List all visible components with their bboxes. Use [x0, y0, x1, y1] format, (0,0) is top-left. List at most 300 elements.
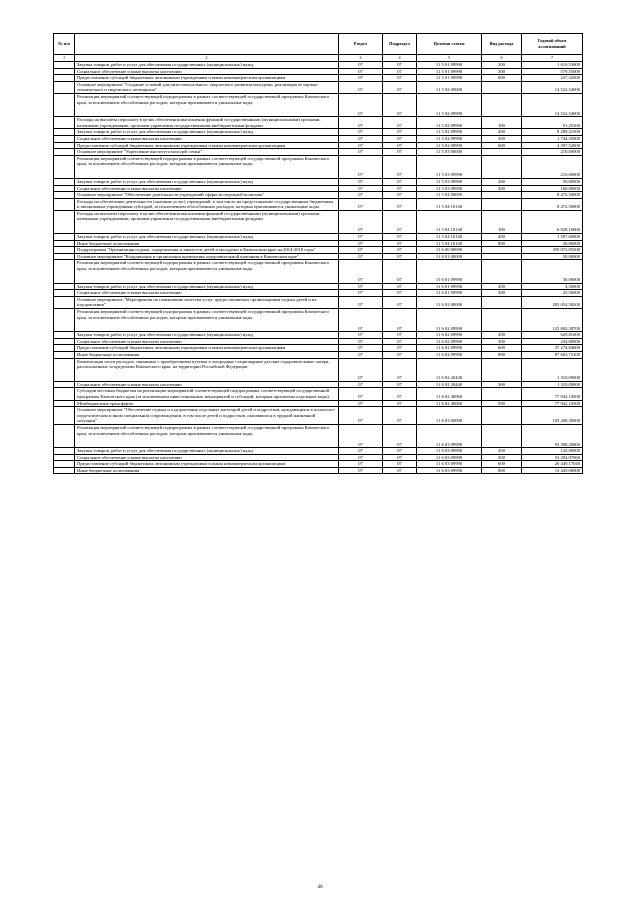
row-expense-type: 600 [482, 75, 522, 82]
row-number-cell [54, 448, 75, 455]
row-description: Реализация мероприятий соответствующей подпрограммы в рамках соответствующей государственной программы Камчатского края, за исключением обособленных расходов, которым присваиваются уникальные коды [75, 309, 339, 332]
row-razdel: 07 [339, 117, 383, 129]
header-description [75, 34, 339, 55]
row-target-article: 11 6 03 09990 [417, 448, 482, 455]
row-expense-type: 300 [482, 185, 522, 192]
row-number-cell [54, 467, 75, 474]
row-number-cell [54, 135, 75, 142]
row-target-article: 11 5 02 00000 [417, 81, 482, 93]
column-number-row [54, 55, 583, 62]
header-annual-amount: Годовой объем ассигнований [522, 34, 583, 55]
row-description: Реализация мероприятий соответствующей подпрограммы в рамках соответствующей государственной программы Камчатского края, за исключением обособленных расходов, которым присваиваются уникальные коды [75, 424, 339, 447]
row-razdel: 07 [339, 388, 383, 400]
row-podrazdel: 07 [383, 68, 417, 75]
row-expense-type: 500 [482, 400, 522, 407]
row-razdel: 07 [339, 234, 383, 241]
row-target-article: 11 5 03 09990 [417, 155, 482, 178]
row-expense-type: 300 [482, 68, 522, 75]
row-description: Закупка товаров, работ и услуг для обеспечения государственных (муниципальных) нужд [75, 129, 339, 136]
row-razdel: 07 [339, 155, 383, 178]
header-num: № п/п [54, 34, 75, 55]
row-podrazdel: 07 [383, 155, 417, 178]
row-target-article: 11 6 02 40060 [417, 400, 482, 407]
row-description: Закупка товаров, работ и услуг для обеспечения государственных (муниципальных) нужд [75, 234, 339, 241]
row-razdel: 07 [339, 296, 383, 308]
row-podrazdel: 07 [383, 358, 417, 381]
table-row [54, 296, 583, 308]
row-description: Иные бюджетные ассигнования [75, 351, 339, 358]
row-number-cell [54, 178, 75, 185]
row-podrazdel: 07 [383, 178, 417, 185]
row-podrazdel: 07 [383, 351, 417, 358]
column-number: 6 [482, 55, 522, 62]
row-razdel: 07 [339, 424, 383, 447]
row-expense-type: 300 [482, 338, 522, 345]
row-expense-type [482, 149, 522, 156]
row-expense-type [482, 192, 522, 199]
table-row [54, 149, 583, 156]
row-number-cell [54, 81, 75, 93]
row-podrazdel: 07 [383, 290, 417, 297]
row-podrazdel: 07 [383, 338, 417, 345]
table-row [54, 198, 583, 210]
row-number-cell [54, 309, 75, 332]
row-razdel: 07 [339, 81, 383, 93]
row-expense-type [482, 198, 522, 210]
row-number-cell [54, 240, 75, 247]
row-amount: 4,50000 [522, 283, 583, 290]
row-podrazdel: 07 [383, 185, 417, 192]
row-description: Социальное обеспечение и иные выплаты населению [75, 338, 339, 345]
row-target-article: 11 6 01 09990 [417, 283, 482, 290]
row-expense-type: 300 [482, 381, 522, 388]
row-number-cell [54, 351, 75, 358]
table-row [54, 234, 583, 241]
row-razdel: 07 [339, 129, 383, 136]
table-row [54, 309, 583, 332]
row-amount: 13 445,00000 [522, 467, 583, 474]
row-amount: 50,00000 [522, 178, 583, 185]
row-podrazdel: 07 [383, 345, 417, 352]
row-podrazdel: 07 [383, 62, 417, 69]
row-razdel: 07 [339, 192, 383, 199]
row-number-cell [54, 253, 75, 260]
row-razdel: 07 [339, 149, 383, 156]
row-amount: 205 054,58200 [522, 296, 583, 308]
row-target-article: 11 6 02 09990 [417, 338, 482, 345]
table-row [54, 424, 583, 447]
row-expense-type: 800 [482, 467, 522, 474]
row-number-cell [54, 358, 75, 381]
row-description: Социальное обеспечение и иные выплаты населению [75, 290, 339, 297]
row-podrazdel: 07 [383, 407, 417, 425]
row-target-article: 11 5 01 09990 [417, 75, 482, 82]
row-target-article: 11 5 03 09990 [417, 178, 482, 185]
row-expense-type [482, 309, 522, 332]
table-row [54, 178, 583, 185]
row-description: Иные бюджетные ассигнования [75, 467, 339, 474]
row-description: Компенсация части расходов, связанных с приобретением путевок в загородные стационарные детские оздоровительные лагеря, расположенные за пределами Камчатского края, на территории Российской Федерации [75, 358, 339, 381]
row-amount: 30,00000 [522, 260, 583, 283]
table-row [54, 345, 583, 352]
row-amount: 1 507,60000 [522, 234, 583, 241]
row-podrazdel: 07 [383, 309, 417, 332]
row-podrazdel: 07 [383, 81, 417, 93]
row-podrazdel: 07 [383, 332, 417, 339]
table-row [54, 388, 583, 400]
row-expense-type: 800 [482, 351, 522, 358]
table-row [54, 338, 583, 345]
table-row [54, 351, 583, 358]
row-razdel: 07 [339, 338, 383, 345]
row-amount: 93 308,20000 [522, 424, 583, 447]
row-expense-type: 100 [482, 117, 522, 129]
row-razdel: 07 [339, 467, 383, 474]
row-description: Иные бюджетные ассигнования [75, 240, 339, 247]
row-description: Расходы на выплаты персоналу в целях обеспечения выполнения функций государственными (муниципальными) органами, казенными учреждениями, органами управления государственными внебюджетными фондами [75, 210, 339, 233]
row-expense-type: 100 [482, 210, 522, 233]
row-description: Подпрограмма "Организация отдыха, оздоровления и занятости детей и молодежи в Камчатском крае на 2014-2018 годы" [75, 247, 339, 254]
row-podrazdel: 07 [383, 75, 417, 82]
row-amount: 160,00000 [522, 185, 583, 192]
row-number-cell [54, 93, 75, 116]
row-number-cell [54, 68, 75, 75]
column-number: 1 [54, 55, 75, 62]
row-amount: 210,00000 [522, 149, 583, 156]
row-amount: 77 942,10500 [522, 388, 583, 400]
row-expense-type: 200 [482, 129, 522, 136]
row-description: Основное мероприятие "Создание условий для интеллектуального, творческого развития молодежи, реализация ее научно-технического и творческого потенциала" [75, 81, 339, 93]
row-razdel: 07 [339, 198, 383, 210]
table-row [54, 461, 583, 468]
row-expense-type: 600 [482, 142, 522, 149]
row-description: Основное мероприятие "Обеспечение деятельности учреждений сферы молодежной политики" [75, 192, 339, 199]
row-description: Закупка товаров, работ и услуг для обеспечения государственных (муниципальных) нужд [75, 178, 339, 185]
row-number-cell [54, 283, 75, 290]
row-expense-type [482, 247, 522, 254]
row-number-cell [54, 142, 75, 149]
row-target-article: 11 6 03 09990 [417, 467, 482, 474]
row-number-cell [54, 388, 75, 400]
row-podrazdel: 07 [383, 296, 417, 308]
row-razdel: 07 [339, 358, 383, 381]
row-description: Социальное обеспечение и иные выплаты населению [75, 68, 339, 75]
row-target-article: 11 6 02 09990 [417, 332, 482, 339]
row-description: Социальное обеспечение и иные выплаты населению [75, 381, 339, 388]
row-target-article: 11 5 02 09990 [417, 117, 482, 129]
row-expense-type: 200 [482, 234, 522, 241]
row-podrazdel: 07 [383, 247, 417, 254]
row-target-article: 11 6 02 09990 [417, 309, 482, 332]
row-description: Межбюджетные трансферты [75, 400, 339, 407]
row-amount: 37 274,84600 [522, 345, 583, 352]
row-amount: 579,55000 [522, 68, 583, 75]
table-row [54, 253, 583, 260]
row-podrazdel: 07 [383, 234, 417, 241]
row-target-article: 11 5 04 00000 [417, 192, 482, 199]
row-amount: 87 663,73100 [522, 351, 583, 358]
row-target-article: 11 6 02 00000 [417, 296, 482, 308]
table-row [54, 247, 583, 254]
row-razdel: 07 [339, 178, 383, 185]
row-description: Социальное обеспечение и иные выплаты населению [75, 185, 339, 192]
row-amount: 125 802,38700 [522, 309, 583, 332]
row-description: Реализация мероприятий соответствующей подпрограммы в рамках соответствующей государственной программы Камчатского края, за исключением обособленных расходов, которым присваиваются уникальные коды [75, 93, 339, 116]
column-number: 4 [383, 55, 417, 62]
row-amount: 36,80000 [522, 240, 583, 247]
row-expense-type [482, 424, 522, 447]
row-target-article: 11 5 01 09990 [417, 62, 482, 69]
row-target-article: 11 5 04 10140 [417, 210, 482, 233]
table-row [54, 332, 583, 339]
row-expense-type [482, 253, 522, 260]
row-expense-type [482, 155, 522, 178]
row-description: Предоставление субсидий бюджетным, автономным учреждениям и иным некоммерческим организациям [75, 142, 339, 149]
row-razdel: 07 [339, 283, 383, 290]
row-podrazdel: 07 [383, 198, 417, 210]
row-description: Основное мероприятие "Координация и организация проведения оздоровительной кампании в Камчатском крае" [75, 253, 339, 260]
row-podrazdel: 07 [383, 424, 417, 447]
row-expense-type: 200 [482, 332, 522, 339]
row-description: Закупка товаров, работ и услуг для обеспечения государственных (муниципальных) нужд [75, 448, 339, 455]
row-razdel: 07 [339, 210, 383, 233]
row-expense-type [482, 296, 522, 308]
table-body [54, 62, 583, 474]
row-number-cell [54, 381, 75, 388]
row-amount: 25,50000 [522, 290, 583, 297]
row-target-article: 11 5 01 09990 [417, 68, 482, 75]
row-razdel: 07 [339, 290, 383, 297]
row-expense-type [482, 358, 522, 381]
row-expense-type [482, 407, 522, 425]
row-target-article: 11 6 02 20440 [417, 358, 482, 381]
table-row [54, 117, 583, 129]
row-razdel: 07 [339, 448, 383, 455]
table-row [54, 75, 583, 82]
row-number-cell [54, 338, 75, 345]
row-target-article: 11 5 04 10140 [417, 234, 482, 241]
row-amount: 1 310,09000 [522, 381, 583, 388]
row-target-article: 11 5 02 09990 [417, 129, 482, 136]
row-description: Субсидии местным бюджетам на реализацию мероприятий соответствующей подпрограммы соответствующей государственной программы Камчатского края (за исключением инвестиционных мероприятий и субсидий, которым присвоены отдельные коды) [75, 388, 339, 400]
row-expense-type: 200 [482, 448, 522, 455]
row-razdel: 07 [339, 381, 383, 388]
row-amount: 14 522,54000 [522, 93, 583, 116]
row-podrazdel: 07 [383, 93, 417, 116]
row-expense-type: 200 [482, 178, 522, 185]
row-description: Расходы на обеспечение деятельности (оказание услуг) учреждений, в том числе на предоставление государственным бюджетным и автономным учреждениям субсидий, за исключением обособленных расходов, которым присваиваются уникальные коды [75, 198, 339, 210]
row-number-cell [54, 149, 75, 156]
budget-table [53, 33, 583, 474]
row-amount: 210,00000 [522, 155, 583, 178]
row-target-article: 11 6 02 09990 [417, 345, 482, 352]
row-description: Закупка товаров, работ и услуг для обеспечения государственных (муниципальных) нужд [75, 332, 339, 339]
row-podrazdel: 07 [383, 240, 417, 247]
row-razdel: 07 [339, 253, 383, 260]
row-target-article: 11 6 02 40060 [417, 388, 482, 400]
row-amount: 77 942,10500 [522, 400, 583, 407]
table-row [54, 283, 583, 290]
row-expense-type [482, 260, 522, 283]
row-razdel: 07 [339, 142, 383, 149]
header-razdel: Раздел [339, 34, 383, 55]
row-number-cell [54, 192, 75, 199]
row-target-article: 11 5 03 00000 [417, 149, 482, 156]
row-razdel: 07 [339, 461, 383, 468]
row-number-cell [54, 155, 75, 178]
page-number: 46 [317, 884, 323, 890]
table-row [54, 135, 583, 142]
table-row [54, 260, 583, 283]
row-target-article: 11 6 03 00000 [417, 407, 482, 425]
row-number-cell [54, 185, 75, 192]
row-number-cell [54, 75, 75, 82]
row-description: Реализация мероприятий соответствующей подпрограммы в рамках соответствующей государственной программы Камчатского края, за исключением обособленных расходов, которым присваиваются уникальные коды [75, 260, 339, 283]
column-number: 3 [339, 55, 383, 62]
table-row [54, 81, 583, 93]
table-header-row [54, 34, 583, 55]
row-description: Основное мероприятие "Укрепление института молодой семьи" [75, 149, 339, 156]
row-razdel: 07 [339, 68, 383, 75]
row-number-cell [54, 345, 75, 352]
row-podrazdel: 07 [383, 192, 417, 199]
table-row [54, 62, 583, 69]
table-row [54, 142, 583, 149]
row-podrazdel: 07 [383, 129, 417, 136]
row-razdel: 07 [339, 345, 383, 352]
row-amount: 53 294,07960 [522, 454, 583, 461]
row-description: Социальное обеспечение и иные выплаты населению [75, 454, 339, 461]
row-podrazdel: 07 [383, 467, 417, 474]
row-number-cell [54, 461, 75, 468]
row-podrazdel: 07 [383, 388, 417, 400]
row-number-cell [54, 117, 75, 129]
row-razdel: 07 [339, 407, 383, 425]
row-number-cell [54, 296, 75, 308]
row-podrazdel: 07 [383, 448, 417, 455]
table-row [54, 448, 583, 455]
row-number-cell [54, 260, 75, 283]
header-target-article: Целевая статья [417, 34, 482, 55]
row-podrazdel: 07 [383, 454, 417, 461]
row-amount: 120,00000 [522, 448, 583, 455]
row-target-article: 11 6 02 09990 [417, 351, 482, 358]
row-number-cell [54, 424, 75, 447]
row-number-cell [54, 198, 75, 210]
row-amount: 359 072,05500 [522, 247, 583, 254]
row-expense-type: 300 [482, 454, 522, 461]
row-amount: 6 928,10000 [522, 210, 583, 233]
row-podrazdel: 07 [383, 253, 417, 260]
row-expense-type: 600 [482, 461, 522, 468]
row-description: Расходы на выплаты персоналу в целях обеспечения выполнения функций государственными (муниципальными) органами, казенными учреждениями, органами управления государственными внебюджетными фондами [75, 117, 339, 129]
row-number-cell [54, 247, 75, 254]
row-razdel: 07 [339, 260, 383, 283]
row-razdel: 07 [339, 93, 383, 116]
row-target-article: 11 6 01 09990 [417, 290, 482, 297]
row-razdel: 07 [339, 75, 383, 82]
row-razdel: 07 [339, 351, 383, 358]
row-amount: 30,00000 [522, 253, 583, 260]
row-number-cell [54, 129, 75, 136]
row-expense-type [482, 388, 522, 400]
column-number: 2 [75, 55, 339, 62]
table-row [54, 381, 583, 388]
row-description: Реализация мероприятий соответствующей подпрограммы в рамках соответствующей государственной программы Камчатского края, за исключением обособленных расходов, которым присваиваются уникальные коды [75, 155, 339, 178]
row-target-article: 11 5 02 09990 [417, 93, 482, 116]
header-podrazdel: Подраздел [383, 34, 417, 55]
row-amount: 1 616,53000 [522, 62, 583, 69]
row-description: Предоставление субсидий бюджетным, автономным учреждениям и иным некоммерческим организациям [75, 461, 339, 468]
table-row [54, 68, 583, 75]
row-razdel: 07 [339, 135, 383, 142]
table-row [54, 290, 583, 297]
row-target-article: 11 5 02 09990 [417, 135, 482, 142]
row-target-article: 11 6 03 09990 [417, 454, 482, 461]
row-amount: 1 310,09000 [522, 358, 583, 381]
row-expense-type [482, 93, 522, 116]
row-razdel: 07 [339, 454, 383, 461]
row-number-cell [54, 210, 75, 233]
row-amount: 234,00000 [522, 338, 583, 345]
row-amount: 103 268,30000 [522, 407, 583, 425]
table-row [54, 400, 583, 407]
table-row [54, 93, 583, 116]
row-razdel: 07 [339, 62, 383, 69]
row-razdel: 07 [339, 332, 383, 339]
row-description: Закупка товаров, работ и услуг для обеспечения государственных (муниципальных) нужд [75, 62, 339, 69]
row-podrazdel: 07 [383, 142, 417, 149]
row-target-article: 11 6 00 00000 [417, 247, 482, 254]
row-number-cell [54, 400, 75, 407]
row-expense-type [482, 81, 522, 93]
row-podrazdel: 07 [383, 461, 417, 468]
table-row [54, 155, 583, 178]
row-number-cell [54, 407, 75, 425]
row-amount: 8 289,41500 [522, 129, 583, 136]
row-expense-type: 300 [482, 135, 522, 142]
table-row [54, 454, 583, 461]
row-target-article: 11 5 04 10140 [417, 198, 482, 210]
row-amount: 629,81000 [522, 332, 583, 339]
row-target-article: 11 6 02 20440 [417, 381, 482, 388]
row-amount: 26 449,17040 [522, 461, 583, 468]
row-target-article: 11 6 01 09990 [417, 260, 482, 283]
table-row [54, 129, 583, 136]
row-razdel: 07 [339, 400, 383, 407]
row-podrazdel: 07 [383, 117, 417, 129]
table-row [54, 358, 583, 381]
row-podrazdel: 07 [383, 149, 417, 156]
row-expense-type: 800 [482, 240, 522, 247]
row-amount: 8 472,50000 [522, 198, 583, 210]
row-amount: 14 522,54000 [522, 81, 583, 93]
row-amount: 91,25500 [522, 117, 583, 129]
row-description: Закупка товаров, работ и услуг для обеспечения государственных (муниципальных) нужд [75, 283, 339, 290]
row-amount: 247,32000 [522, 75, 583, 82]
row-number-cell [54, 454, 75, 461]
row-description: Основное мероприятие "Обеспечение отдыха и оздоровления отдельных категорий детей и подростков, нуждающихся в психолого-педагогическом и ином специальном сопровождении, в том числе детей и подростков, оказавшихся в трудной жизненной ситуации" [75, 407, 339, 425]
row-expense-type: 200 [482, 62, 522, 69]
row-number-cell [54, 62, 75, 69]
row-number-cell [54, 332, 75, 339]
row-expense-type: 200 [482, 283, 522, 290]
row-razdel: 07 [339, 247, 383, 254]
row-description: Предоставление субсидий бюджетным, автономным учреждениям и иным некоммерческим организациям [75, 345, 339, 352]
row-target-article: 11 6 03 09990 [417, 461, 482, 468]
row-amount: 4 397,52000 [522, 142, 583, 149]
row-expense-type: 300 [482, 290, 522, 297]
